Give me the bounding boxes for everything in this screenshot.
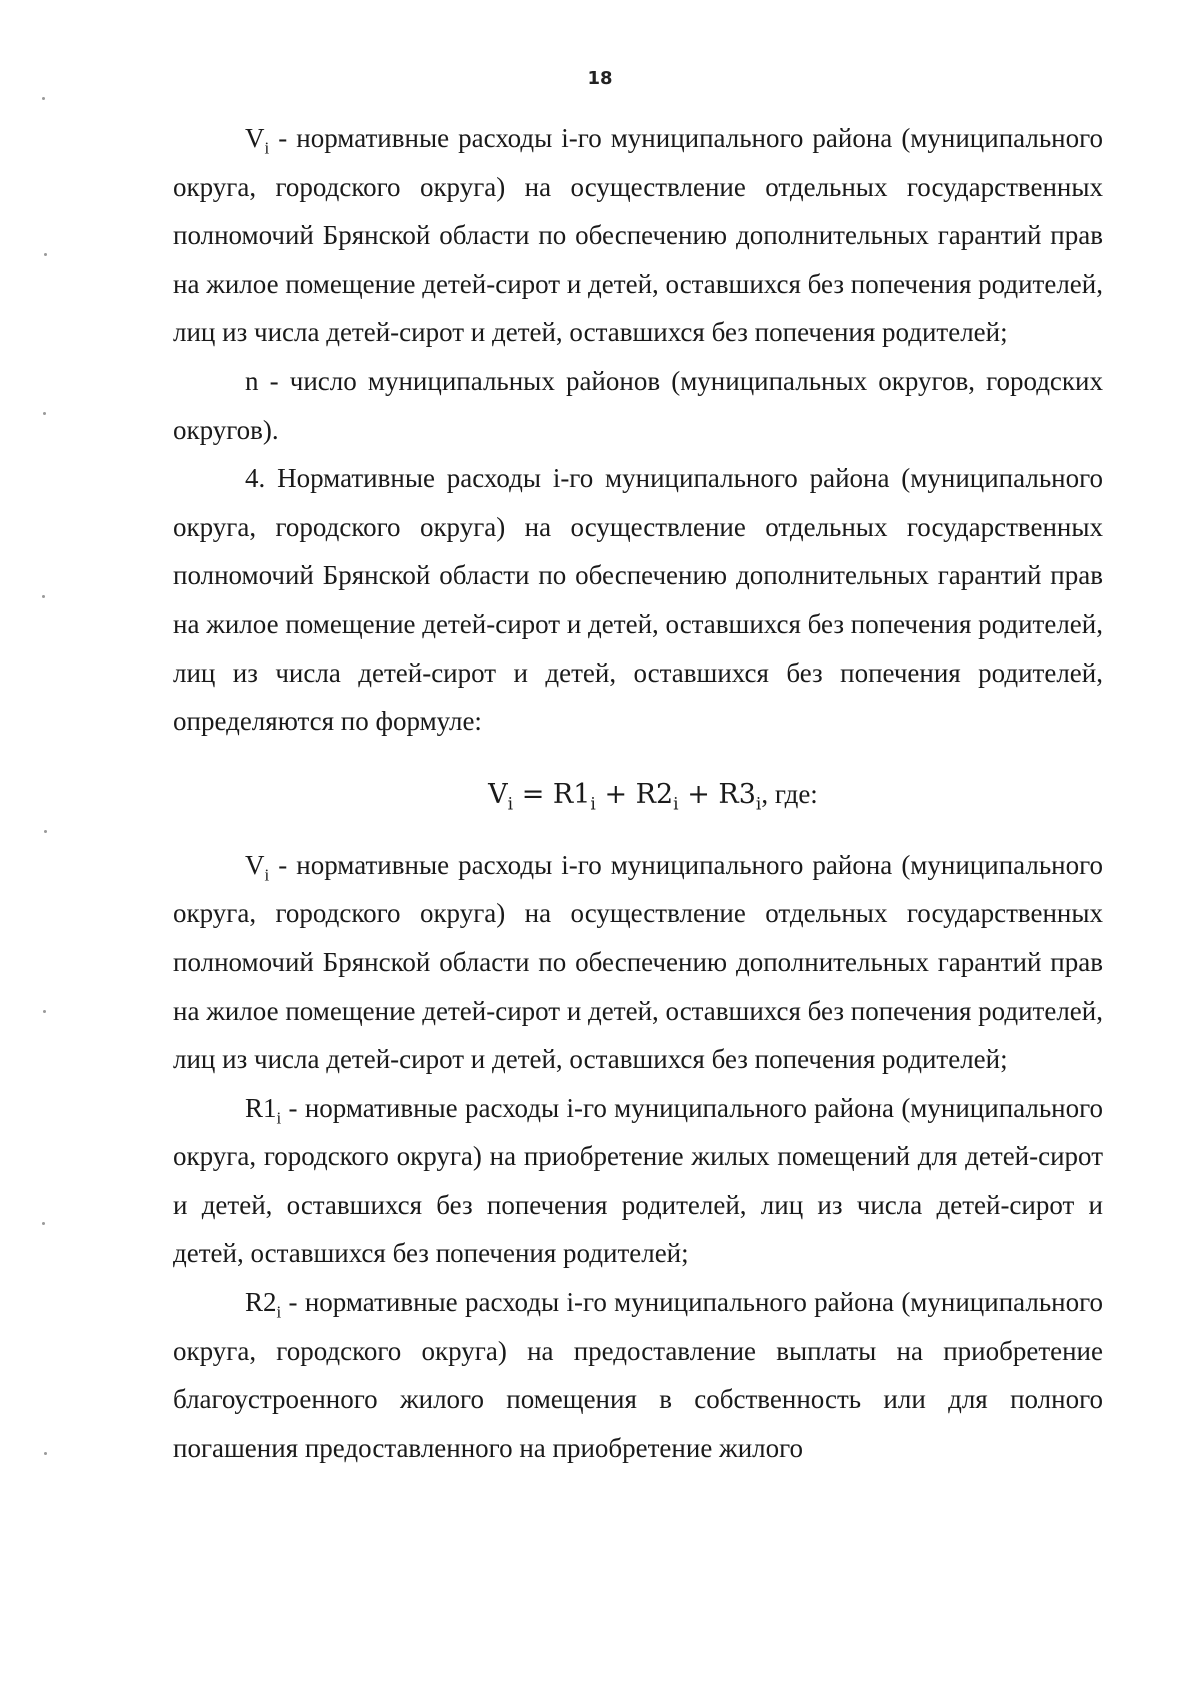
paragraph-n-definition: n - число муниципальных районов (муниципальных округов, городских округов). — [173, 365, 1103, 445]
scan-speck — [44, 1452, 47, 1455]
scan-speck — [44, 253, 47, 256]
formula-lhs: $V_i$ — [488, 778, 514, 815]
scan-speck — [42, 97, 45, 100]
paragraph-4: 4. Нормативные расходы i-го муниципального района (муниципального округа, городского округа) на осуществление отдельных государственных полномочий Брянской области по обеспечению дополнительных гарантий прав на жилое помещение детей-сирот и детей, оставшихся без попечения родителей, лиц из числа детей-сирот и детей, оставшихся без попечения родителей, определяются по формуле: — [173, 463, 1103, 737]
document-body — [173, 114, 1103, 1472]
scan-speck — [43, 1010, 46, 1013]
paragraph-vi-definition-2: $V_i$ - нормативные расходы i-го муниципального района (муниципального округа, городского округа) на осуществление отдельных государственных полномочий Брянской области по обеспечению дополнительных гарантий прав на жилое помещение детей-сирот и детей, оставшихся без попечения родителей, лиц из числа детей-сирот и детей, оставшихся без попечения родителей; — [173, 849, 1103, 1075]
formula: $V_i = R1_i + R2_i + R3_i$, где: — [488, 778, 818, 815]
formula-term-r2: $R2_i$ — [635, 778, 679, 815]
formula-tail: , где: — [761, 778, 818, 809]
page-number: 18 — [587, 68, 613, 89]
paragraph-vi-definition: $V_i$ - нормативные расходы i-го муниципального района (муниципального округа, городского округа) на осуществление отдельных государственных полномочий Брянской области по обеспечению дополнительных гарантий прав на жилое помещение детей-сирот и детей, оставшихся без попечения родителей, лиц из числа детей-сирот и детей, оставшихся без попечения родителей; — [173, 123, 1103, 348]
symbol-r1: $R1_i$ — [245, 1092, 282, 1128]
symbol-vi: $V_i$ — [245, 123, 270, 158]
scan-speck — [43, 412, 46, 415]
scan-speck — [44, 830, 47, 833]
formula-term-r1: $R1_i$ — [552, 778, 596, 815]
paragraph-r2-definition: $R2_i$ - нормативные расходы i-го муниципального района (муниципального округа, городского округа) на предоставление выплаты на приобретение благоустроенного жилого помещения в собственность или для полного погашения предоставленного на приобретение жилого — [173, 1287, 1103, 1463]
paragraph-r1-definition: $R1_i$ - нормативные расходы i-го муниципального района (муниципального округа, городского округа) на приобретение жилых помещений для детей-сирот и детей, оставшихся без попечения родителей, лиц из числа детей-сирот и детей, оставшихся без попечения родителей; — [173, 1092, 1103, 1269]
symbol-vi-2: $V_i$ — [245, 849, 270, 885]
scan-speck — [42, 1222, 45, 1225]
formula-term-r3: $R3_i$ — [718, 778, 762, 815]
scan-speck — [42, 595, 45, 598]
symbol-r2: $R2_i$ — [245, 1287, 282, 1322]
